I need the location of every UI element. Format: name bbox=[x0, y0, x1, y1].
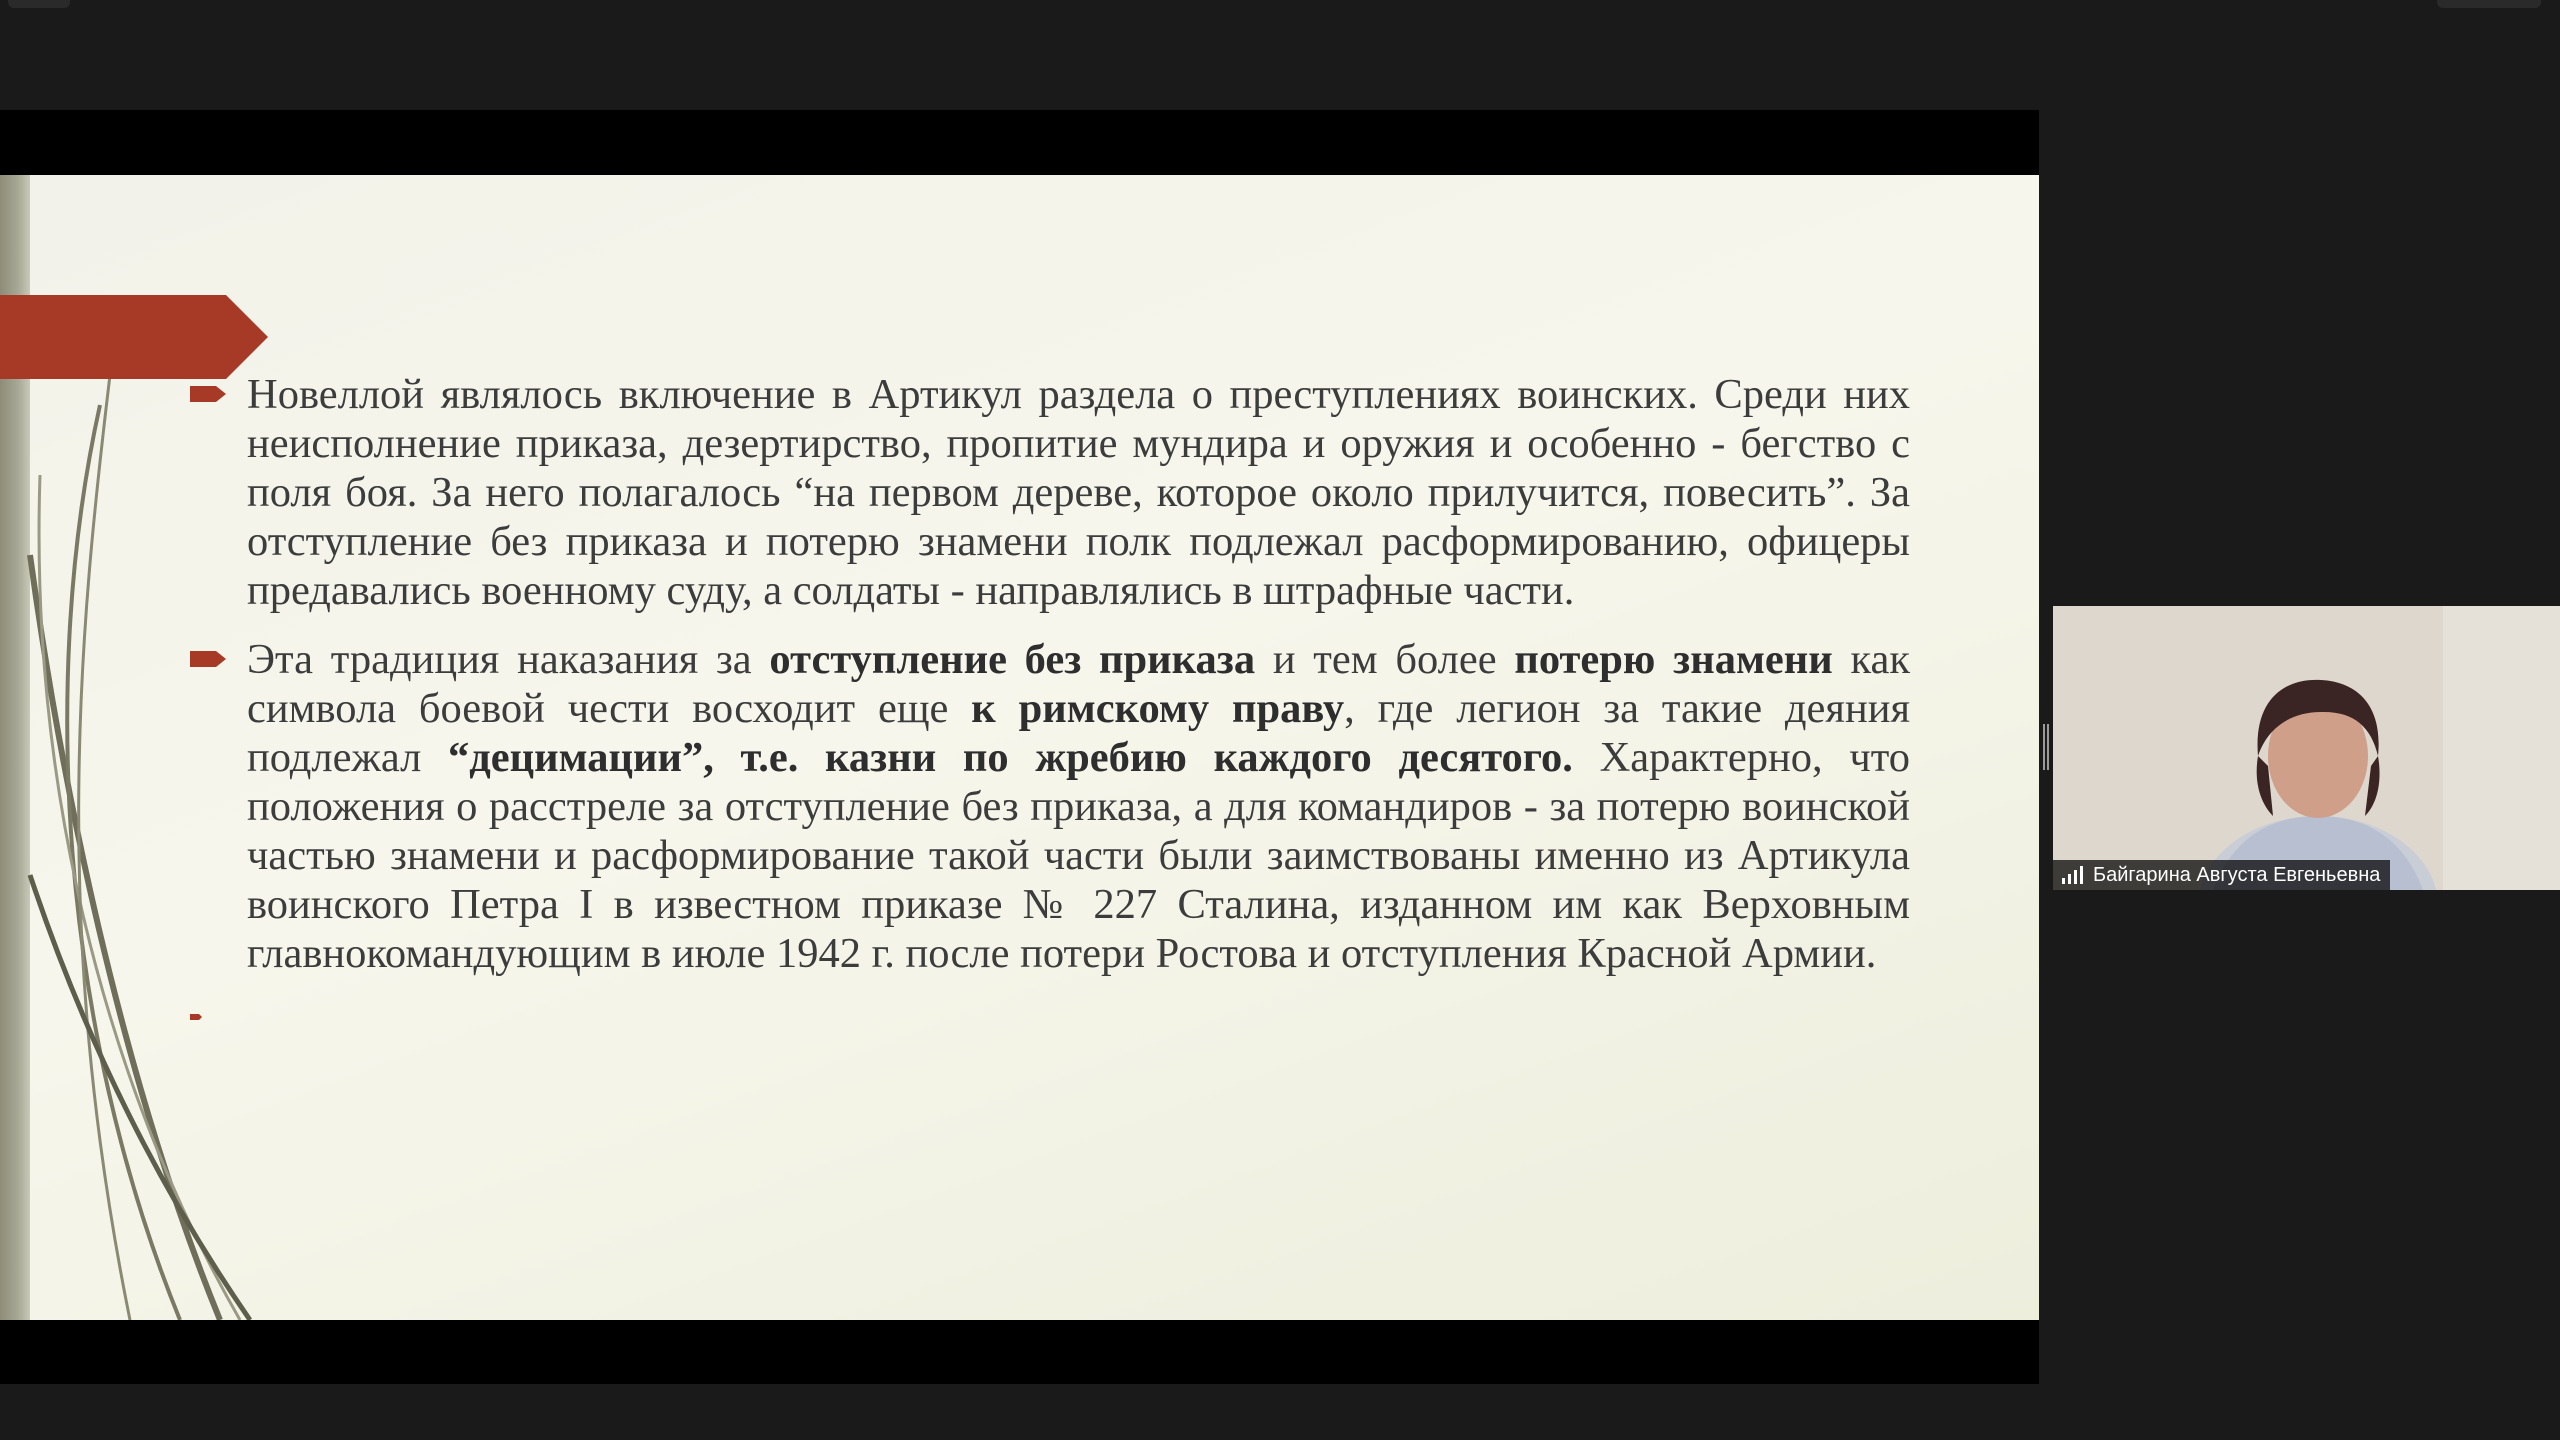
signal-bars-icon bbox=[2061, 866, 2085, 884]
slide-content bbox=[190, 370, 1910, 1047]
participant-name: Байгарина Августа Евгеньевна bbox=[2093, 864, 2381, 886]
participant-video-tile[interactable] bbox=[2053, 606, 2560, 890]
panel-splitter-handle[interactable] bbox=[2043, 724, 2049, 770]
presentation-slide bbox=[0, 175, 2039, 1320]
arrow-bullet-icon bbox=[190, 384, 226, 404]
participant-name-tag bbox=[2053, 860, 2390, 890]
bullet-text: Эта традиция наказания за отступление без приказа и тем более потерю знамени как символа боевой чести восходит еще к римскому праву, где легион за такие деяния подлежал “децимации”, т.е. казни по жребию каждого десятого. Характерно, что положения о расстреле за отступление без приказа, а для командиров - за потерю воинской частью знамени и расформирование такой части были заимствованы именно из Артикула воинского Петра I в известном приказе № 227 Сталина, изданном им как Верховным главнокомандующим в июле 1942 г. после потери Ростова и отступления Красной Армии. bbox=[247, 636, 1910, 977]
arrow-bullet-icon bbox=[190, 1014, 202, 1020]
empty-bullet-item bbox=[190, 998, 1910, 1047]
bullet-text: Новеллой являлось включение в Артикул раздела о преступлениях воинских. Среди них неисполнение приказа, дезертирство, пропитие мундира и оружия и особенно - бегство с поля боя. За него полагалось “на первом дереве, которое около прилучится, повесить”. За отступление без приказа и потерю знамени полк подлежал расформированию, офицеры предавались военному суду, а солдаты - направлялись в штрафные части. bbox=[247, 371, 1910, 614]
top-right-control[interactable] bbox=[2437, 0, 2541, 8]
title-arrow-shape bbox=[0, 295, 268, 379]
bullet-item bbox=[190, 635, 1910, 978]
participant-video-feed bbox=[2053, 606, 2560, 890]
screen-share-area bbox=[0, 110, 2039, 1384]
top-left-control[interactable] bbox=[8, 0, 70, 8]
bullet-item bbox=[190, 370, 1910, 615]
arrow-bullet-icon bbox=[190, 649, 226, 669]
